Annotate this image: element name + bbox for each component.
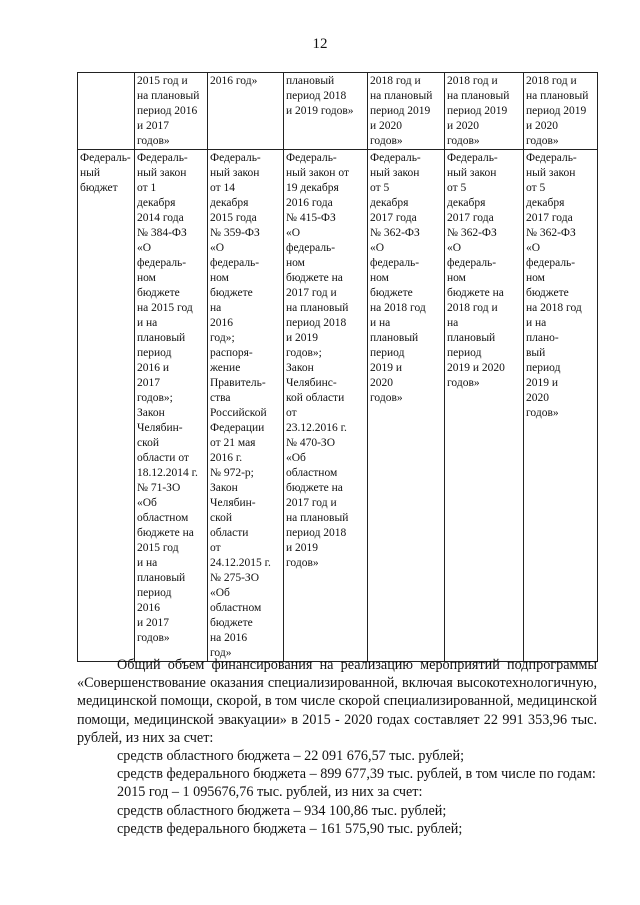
table-cell: 2018 год и на плановый период 2019 и 2020 годов»	[368, 73, 445, 150]
table-cell-budget-source: Федераль- ный бюджет	[78, 150, 135, 662]
paragraph-2015-regional: средств областного бюджета – 934 100,86 тыс. рублей;	[117, 802, 447, 819]
paragraph-total-financing: Общий объем финансирования на реализацию мероприятий подпрограммы «Совершенствование оказания специализированной, включая высокотехнологичную, медицинской помощи, скорой, в том числе скорой специализированной, медицинской помощи, медицинской эвакуации» в 2015 - 2020 годах составляет 22 991 353,96 тыс. рублей, из них за счет:	[77, 657, 597, 746]
table-cell: Федераль- ный закон от 19 декабря 2016 года № 415-ФЗ «О федераль- ном бюджете на 2017 год и на плановый период 2018 и 2019 годов»; Закон Челябинс- кой области от 23.12.2016 г. № 470-ЗО «Об областном бюджете на 2017 год и на плановый период 2018 и 2019 годов»	[284, 150, 368, 662]
financing-text	[77, 656, 597, 838]
paragraph-year-2015: 2015 год – 1 095676,76 тыс. рублей, из них за счет:	[117, 784, 423, 801]
table-cell: плановый период 2018 и 2019 годов»	[284, 73, 368, 150]
table-cell: Федераль- ный закон от 5 декабря 2017 года № 362-ФЗ «О федераль- ном бюджете на 2018 год и на плановый период 2019 и 2020 годов»	[445, 150, 524, 662]
table-cell: 2018 год и на плановый период 2019 и 2020 годов»	[524, 73, 598, 150]
table-cell: Федераль- ный закон от 5 декабря 2017 года № 362-ФЗ «О федераль- ном бюджете на 2018 год и на плановый период 2019 и 2020 годов»	[368, 150, 445, 662]
paragraph-federal-budget: средств федерального бюджета – 899 677,39 тыс. рублей, в том числе по годам:	[117, 766, 596, 783]
table-cell: 2016 год»	[208, 73, 284, 150]
table-cell: Федераль- ный закон от 5 декабря 2017 года № 362-ФЗ «О федераль- ном бюджете на 2018 год и на плано- вый период 2019 и 2020 годов»	[524, 150, 598, 662]
table-cell: Федераль- ный закон от 14 декабря 2015 года № 359-ФЗ «О федераль- ном бюджете на 2016 год»; распоря- жение Правитель- ства Российской Федерации от 21 мая 2016 г. № 972-р; Закон Челябин- ской области от 24.12.2015 г. № 275-ЗО «Об областном бюджете на 2016 год»	[208, 150, 284, 662]
table-cell: Федераль- ный закон от 1 декабря 2014 года № 384-ФЗ «О федераль- ном бюджете на 2015 год и на плановый период 2016 и 2017 годов»; Закон Челябин- ской области от 18.12.2014 г. № 71-ЗО «Об областном бюджете на 2015 год и на плановый период 2016 и 2017 годов»	[135, 150, 208, 662]
table-cell: 2015 год и на плановый период 2016 и 2017 годов»	[135, 73, 208, 150]
budget-sources-table	[77, 72, 598, 662]
paragraph-regional-budget: средств областного бюджета – 22 091 676,57 тыс. рублей;	[117, 748, 465, 765]
table-row-continuation	[78, 73, 598, 150]
table-row-federal-budget	[78, 150, 598, 662]
table-cell: 2018 год и на плановый период 2019 и 2020 годов»	[445, 73, 524, 150]
table-cell	[78, 73, 135, 150]
paragraph-2015-federal: средств федерального бюджета – 161 575,90 тыс. рублей;	[117, 820, 463, 837]
page-number: 12	[312, 36, 328, 52]
